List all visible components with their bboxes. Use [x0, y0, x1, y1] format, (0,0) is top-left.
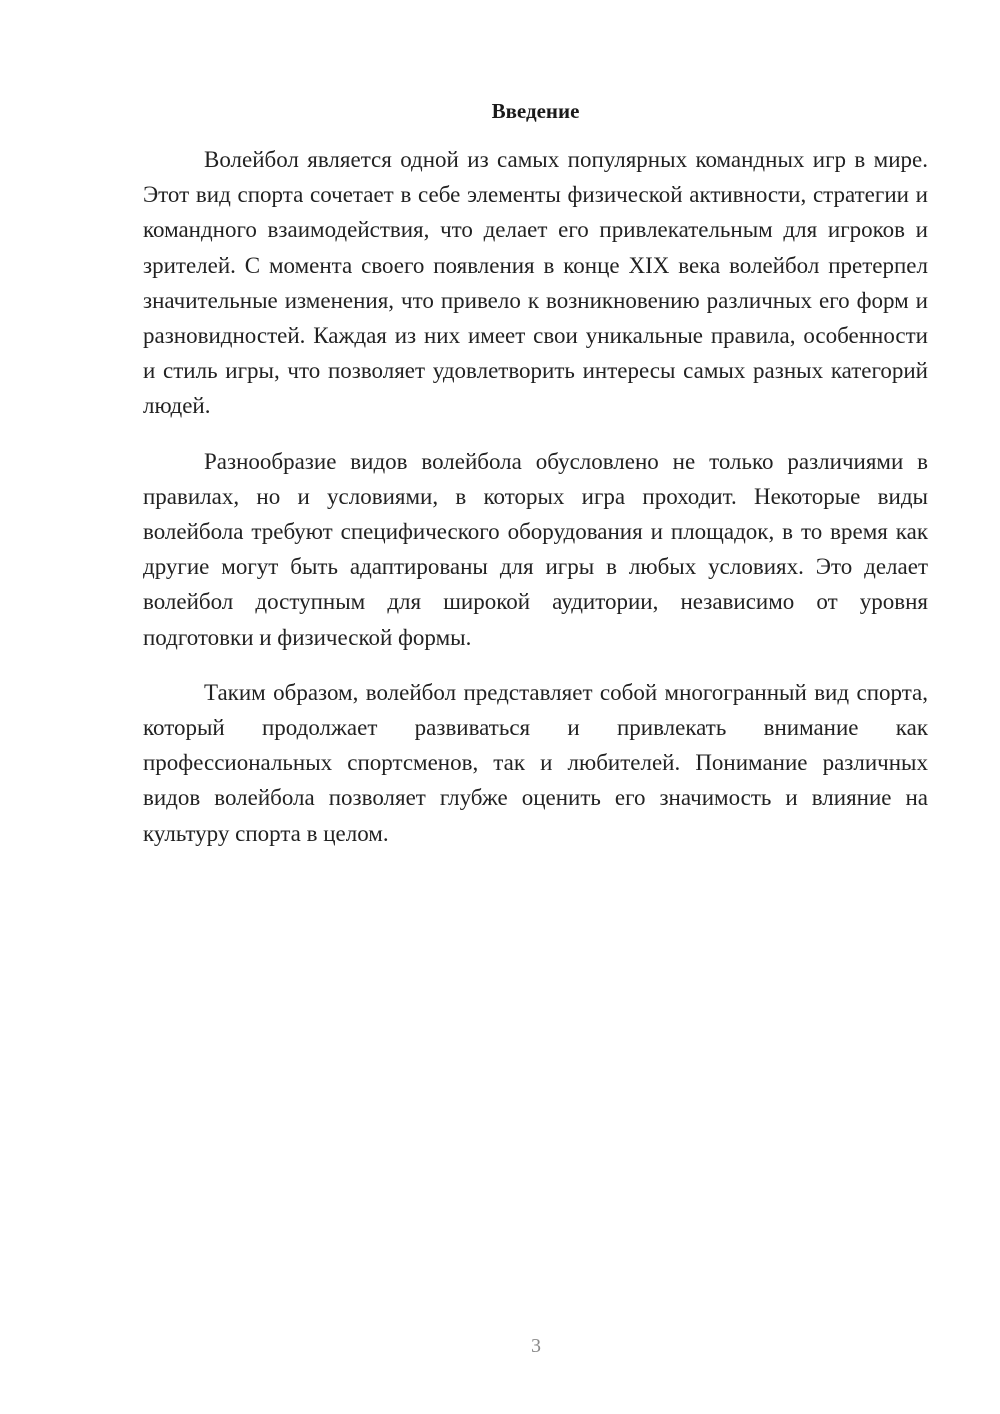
paragraph-variety: Разнообразие видов волейбола обусловлено не только различиями в правилах, но и условиями, в которых игра проходит. Некоторые виды волейбола требуют специфического оборудования и площадок, в то время как другие могут быть адаптированы для игры в любых условиях. Это делает волейбол доступным для широкой аудитории, независимо от уровня подготовки и физической формы.	[143, 448, 928, 650]
page-number: 3	[531, 1335, 541, 1357]
body-text	[143, 142, 928, 851]
section-heading: Введение	[491, 99, 580, 123]
paragraph-conclusion: Таким образом, волейбол представляет собой многогранный вид спорта, который продолжает развиваться и привлекать внимание как профессиональных спортсменов, так и любителей. Понимание различных видов волейбола позволяет глубже оценить его значимость и влияние на культуру спорта в целом.	[143, 679, 928, 846]
paragraph-intro: Волейбол является одной из самых популярных командных игр в мире. Этот вид спорта сочетает в себе элементы физической активности, стратегии и командного взаимодействия, что делает его привлекательным для игроков и зрителей. С момента своего появления в конце XIX века волейбол претерпел значительные изменения, что привело к возникновению различных его форм и разновидностей. Каждая из них имеет свои уникальные правила, особенности и стиль игры, что позволяет удовлетворить интересы самых разных категорий людей.	[143, 147, 928, 419]
